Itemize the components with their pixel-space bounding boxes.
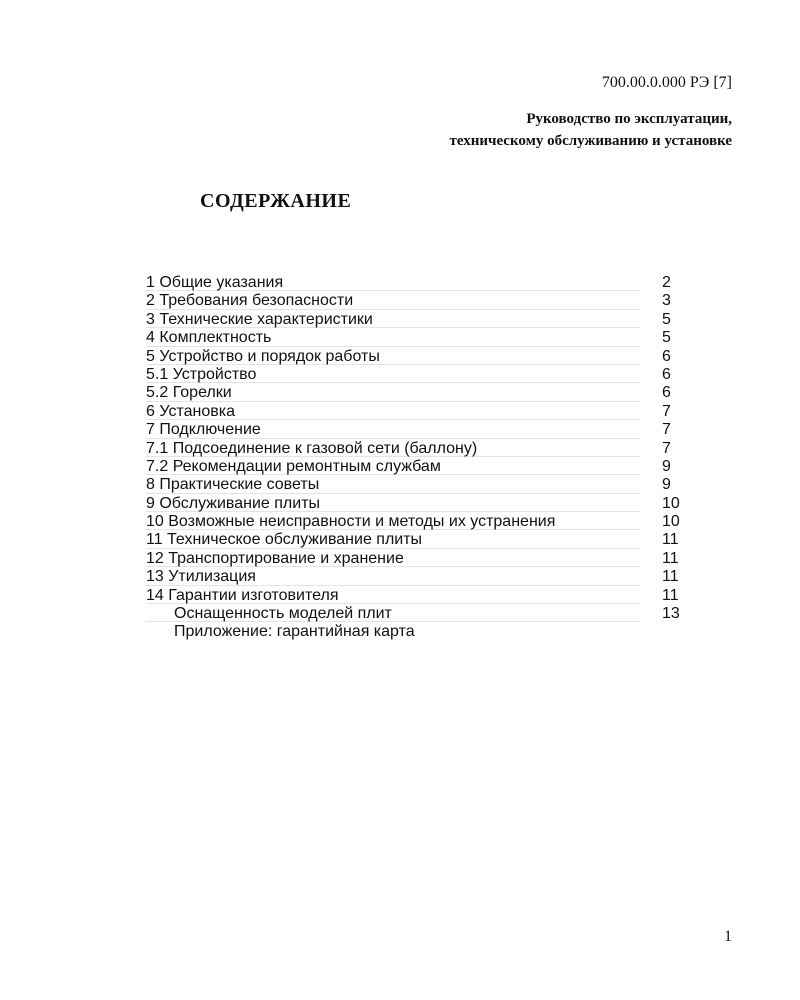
toc-entry-title: 1 Общие указания: [146, 274, 284, 291]
toc-entry-page: 6: [662, 365, 671, 383]
page-number: 1: [724, 928, 732, 945]
toc-heading: СОДЕРЖАНИЕ: [200, 190, 352, 212]
toc-entry[interactable]: [146, 366, 706, 384]
toc-entry-title: 8 Практические советы: [146, 476, 320, 494]
toc-entry-page: 7: [662, 402, 671, 420]
toc-entry[interactable]: [146, 329, 706, 347]
document-code: 700.00.0.000 РЭ [7]: [601, 74, 732, 91]
toc-entry-title: 2 Требования безопасности: [146, 292, 354, 310]
toc-entry-page: 10: [662, 494, 680, 512]
toc-entry-page: 2: [662, 274, 671, 291]
toc-entry[interactable]: [146, 605, 706, 623]
toc-entry[interactable]: [146, 476, 706, 494]
toc-entry-title: 11 Техническое обслуживание плиты: [146, 531, 423, 549]
toc-entry-page: 6: [662, 384, 671, 402]
toc-entry-page: 3: [662, 292, 671, 310]
toc-entry[interactable]: [146, 311, 706, 329]
toc-entry[interactable]: [146, 568, 706, 586]
toc-entry-title: 7 Подключение: [146, 421, 261, 439]
toc-entry-title: 3 Технические характеристики: [146, 310, 373, 328]
toc-entry-title: 14 Гарантии изготовителя: [146, 586, 339, 604]
toc-entry-page: 10: [662, 513, 680, 531]
toc-entry-title: 7.1 Подсоединение к газовой сети (баллону): [146, 439, 478, 457]
toc-entry-title: 5.2 Горелки: [146, 384, 232, 402]
toc-entry[interactable]: [146, 531, 706, 549]
toc-entry-title: Приложение: гарантийная карта: [174, 623, 415, 641]
toc-entry-page: 11: [662, 531, 679, 549]
toc-entry-title: 4 Комплектность: [146, 329, 272, 347]
toc-entry-title: 13 Утилизация: [146, 568, 256, 586]
toc-entry[interactable]: [146, 623, 706, 641]
toc-entry-title: 5.1 Устройство: [146, 365, 257, 383]
document-subtitle: [449, 108, 732, 152]
toc-entry-page: 11: [662, 568, 679, 586]
toc-entry[interactable]: [146, 458, 706, 476]
toc-entry[interactable]: [146, 274, 706, 292]
toc-entry-page: 7: [662, 421, 671, 439]
toc-entry-page: 6: [662, 347, 671, 365]
toc-entry-page: 11: [662, 549, 679, 567]
toc-entry[interactable]: [146, 421, 706, 439]
toc-entry-title: 7.2 Рекомендации ремонтным службам: [146, 457, 441, 475]
table-of-contents: [146, 274, 706, 642]
toc-entry-page: 13: [662, 605, 680, 623]
toc-entry-title: 6 Установка: [146, 402, 235, 420]
toc-entry[interactable]: [146, 348, 706, 366]
toc-entry-page: 9: [662, 457, 671, 475]
toc-entry[interactable]: [146, 440, 706, 458]
toc-entry[interactable]: [146, 587, 706, 605]
subtitle-line-1: Руководство по эксплуатации,: [526, 111, 732, 127]
toc-entry-title: 5 Устройство и порядок работы: [146, 347, 380, 365]
toc-entry[interactable]: [146, 403, 706, 421]
toc-entry-page: 5: [662, 329, 671, 347]
toc-entry[interactable]: [146, 384, 706, 402]
toc-entry[interactable]: [146, 550, 706, 568]
toc-entry-title: 9 Обслуживание плиты: [146, 494, 321, 512]
toc-entry-page: 11: [662, 586, 679, 604]
toc-entry-page: 5: [662, 310, 671, 328]
toc-entry-page: 7: [662, 439, 671, 457]
toc-entry-title: Оснащенность моделей плит: [174, 605, 392, 623]
toc-entry[interactable]: [146, 292, 706, 310]
subtitle-line-2: техническому обслуживанию и установке: [449, 133, 732, 149]
toc-entry-title: 12 Транспортирование и хранение: [146, 549, 404, 567]
toc-entry[interactable]: [146, 495, 706, 513]
toc-entry-title: 10 Возможные неисправности и методы их устранения: [146, 513, 556, 531]
toc-entry-page: 9: [662, 476, 671, 494]
toc-entry[interactable]: [146, 513, 706, 531]
